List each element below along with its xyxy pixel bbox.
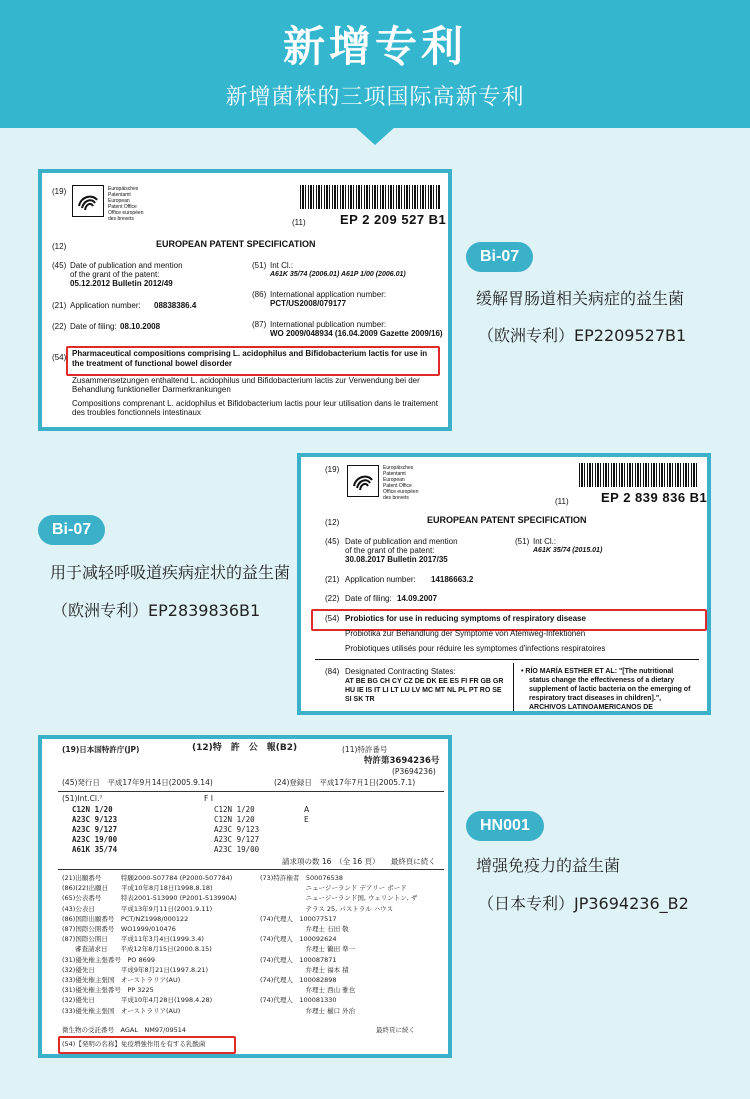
ipc-suffix-list: [304, 805, 309, 825]
office-line: European: [108, 198, 130, 204]
title-de: Zusammensetzungen enthaltend L. acidophilus und Bifidobacterium lactis zur Verwendung bei der: [72, 376, 420, 385]
field-label: Date of publication and mention: [70, 261, 183, 270]
office-name-block: [108, 186, 144, 222]
patent-card-ep2839836: [297, 453, 711, 715]
title-en: Probiotics for use in reducing symptoms of respiratory disease: [345, 614, 586, 623]
biblio-row: 弁理士 石田 敬: [260, 925, 349, 934]
inid-code: (19): [325, 465, 340, 474]
field-label: Int Cl.:: [533, 537, 557, 546]
field-value: 14186663.2: [431, 575, 474, 584]
inid-code: (45): [52, 261, 67, 270]
biblio-row: (87)国際公開番号 WO1999/010476: [62, 925, 176, 934]
field-label: International application number:: [270, 290, 387, 299]
column-divider: [513, 663, 514, 715]
barcode: [300, 185, 440, 209]
field-value: 08838386.4: [154, 301, 197, 310]
patent-number: 特許第3694236号: [364, 756, 440, 766]
inid-code: (84): [325, 667, 340, 676]
field-value: HU IE IS IT LI LT LU LV MC MT NL PL PT RO SE: [345, 687, 502, 694]
field-label: Date of filing:: [70, 322, 117, 331]
ipc-entry: C12N 1/20: [214, 805, 255, 814]
office-line: des brevets: [108, 216, 134, 222]
office-name-block: [383, 465, 419, 501]
office-name: (19)日本国特許庁(JP): [62, 745, 140, 754]
biblio-row: (86)国際出願番号 PCT/NZ1998/000122: [62, 914, 189, 923]
field-value: SI SK TR: [345, 696, 375, 703]
field-value: 14.09.2007: [397, 594, 438, 603]
title-fr: des troubles fonctionnels intestinaux: [72, 408, 201, 417]
number-label: (11)特許番号: [342, 745, 388, 754]
inid-code: (87): [252, 320, 267, 329]
inid-code: (54): [325, 614, 340, 623]
ipc-entry: A23C 9/127: [214, 835, 260, 844]
field-label: of the grant of the patent:: [70, 270, 160, 279]
biblio-row: (21)出願番号 特願2000-507784 (P2000-507784): [62, 874, 233, 882]
page-subtitle: 新增菌株的三项国际高新专利: [225, 85, 525, 110]
intcl-label: (51)Int.Cl.⁷: [62, 794, 103, 803]
reference-text: ARCHIVOS LATINOAMERICANOS DE: [529, 704, 653, 711]
ipc-left-list: [72, 805, 117, 855]
patent-number: EP 2 839 836 B1: [601, 490, 708, 505]
inid-code: (86): [252, 290, 267, 299]
biblio-row: 弁理士 樋口 外治: [260, 1006, 356, 1015]
biblio-row: (74)代理人 100082898: [260, 976, 337, 985]
epo-logo-icon: [72, 185, 104, 217]
inid-code: (12): [52, 242, 67, 251]
title-fr: Probiotiques utilisés pour réduire les symptomes d'infections respiratoires: [345, 644, 606, 653]
biblio-row: テラス 25, パストラル ハウス: [260, 904, 393, 913]
field-value: A61K 35/74 (2006.01) A61P 1/00 (2006.01): [270, 271, 406, 278]
inid-code: (45): [325, 537, 340, 546]
ipc-right-list: [214, 805, 259, 855]
field-label: of the grant of the patent:: [345, 546, 435, 555]
biblio-row: (65)公表番号 特表2001-513990 (P2001-513990A): [62, 894, 237, 903]
bibliographic-right: [260, 873, 417, 1016]
field-label: Date of publication and mention: [345, 537, 458, 546]
page-title: 新增专利: [282, 22, 467, 71]
strain-badge: HN001: [466, 811, 544, 841]
field-value: 30.08.2017 Bulletin 2017/35: [345, 555, 448, 564]
field-value: 05.12.2012 Bulletin 2012/49: [70, 279, 173, 288]
reference-text: supplement of lactic bacteria on the emerging of: [529, 686, 691, 693]
field-value: AT BE BG CH CY CZ DE DK EE ES FI FR GB GR: [345, 678, 504, 685]
reference-text: respiratory tract diseases in children].",: [529, 695, 662, 702]
header-notch: [355, 127, 395, 145]
biblio-row: ニュージーランド国, ウェリントン, ザ: [260, 894, 418, 903]
strain-badge: Bi-07: [466, 242, 533, 272]
patent-card-jp3694236: [38, 735, 452, 1058]
biblio-row: ニュージーランド デアリー ボード: [260, 884, 407, 893]
field-label: Application number:: [345, 575, 416, 584]
patent-note: （日本专利）JP3694236_B2: [478, 894, 689, 913]
office-line: Patent Office: [108, 204, 137, 210]
field-label: Designated Contracting States:: [345, 667, 456, 676]
patent-note: （欧洲专利）EP2209527B1: [478, 326, 687, 345]
office-line: Europäisches: [383, 465, 414, 471]
office-line: Office européen: [383, 489, 419, 495]
divider: [315, 659, 699, 660]
field-label: Date of filing:: [345, 594, 392, 603]
title-de: Behandlung funktioneller Darmerkrankungen: [72, 385, 231, 394]
reference-text: • RÍO MARÍA ESTHER ET AL: "[The nutritional: [521, 668, 674, 675]
biblio-row: (74)代理人 100081330: [260, 996, 337, 1005]
biblio-row: (33)優先権主張国 オーストラリア(AU): [62, 1006, 181, 1015]
ipc-entry: C12N 1/20: [214, 815, 255, 824]
patent-note: （欧洲专利）EP2839836B1: [52, 601, 261, 620]
patent-description: 增强免疫力的益生菌: [476, 856, 621, 875]
biblio-row: (43)公表日 平成13年9月11日(2001.9.11): [62, 904, 213, 913]
divider: [58, 791, 444, 792]
biblio-row: (73)特許権者 500076538: [260, 874, 344, 882]
office-line: European: [383, 477, 405, 483]
ipc-suffix: A: [304, 805, 310, 814]
inid-code: (22): [52, 322, 67, 331]
patent-description: 用于减轻呼吸道疾病症状的益生菌: [50, 563, 291, 582]
issue-date: (45)発行日 平成17年9月14日(2005.9.14): [62, 778, 213, 787]
title-de: Probiotika zur Behandlung der Symptome von Atemweg-Infektionen: [345, 629, 586, 638]
field-label: International publication number:: [270, 320, 387, 329]
patent-description: 缓解胃肠道相关病症的益生菌: [476, 289, 685, 308]
biblio-row: 審査請求日 平成12年8月15日(2000.8.15): [62, 945, 212, 954]
reference-text: status change the effectiveness of a dietary: [529, 677, 675, 684]
field-value: A61K 35/74 (2015.01): [533, 547, 603, 554]
field-label: Int Cl.:: [270, 261, 294, 270]
patent-number: EP 2 209 527 B1: [340, 212, 447, 227]
publication-kind: (12)特 許 公 報(B2): [192, 743, 298, 753]
office-line: Patentamt: [383, 471, 406, 477]
title-fr: Compositions comprenant L. acidophilus et Bifidobacterium lactis pour leur utilisation dans le traitement: [72, 399, 438, 408]
inid-code: (51): [515, 537, 530, 546]
epo-logo-icon: [347, 465, 379, 497]
ipc-entry: A23C 9/127: [72, 825, 118, 834]
inid-code: (11): [292, 218, 306, 227]
biblio-row: (33)優先権主張国 オーストラリア(AU): [62, 976, 181, 985]
biblio-row: (86)(22)出願日 平成10年8月18日(1998.8.18): [62, 884, 213, 893]
ipc-suffix: E: [304, 815, 309, 824]
office-line: des brevets: [383, 495, 409, 501]
deposit-number: 微生物の受託番号 AGAL NM97/09514: [62, 1026, 187, 1034]
patent-card-ep2209527: [38, 169, 452, 431]
inid-code: (21): [325, 575, 340, 584]
ipc-entry: C12N 1/20: [72, 805, 113, 814]
inid-code: (22): [325, 594, 340, 603]
registration-date: (24)登録日 平成17年7月1日(2005.7.1): [274, 778, 416, 787]
inid-code: (12): [325, 518, 340, 527]
inid-code: (51): [252, 261, 267, 270]
ipc-entry: A23C 9/123: [214, 825, 260, 834]
title-en: the treatment of functional bowel disorder: [72, 359, 233, 368]
claims-count: 請求項の数 16 （全 16 頁） 最終頁に続く: [282, 857, 436, 866]
inid-code: (19): [52, 187, 67, 196]
biblio-row: (74)代理人 100087871: [260, 955, 337, 964]
biblio-row: 弁理士 鶴田 準一: [260, 945, 356, 954]
barcode: [579, 463, 697, 487]
office-line: Patentamt: [108, 192, 131, 198]
continued-note: 最終頁に続く: [376, 1026, 415, 1034]
biblio-row: (74)代理人 100092624: [260, 935, 337, 944]
office-line: Europäisches: [108, 186, 139, 192]
patent-number-p: (P3694236): [392, 767, 436, 776]
ipc-entry: A61K 35/74: [72, 845, 118, 854]
biblio-row: (32)優先日 平成10年4月28日(1998.4.28): [62, 996, 213, 1005]
strain-badge: Bi-07: [38, 515, 105, 545]
field-value: 08.10.2008: [120, 322, 161, 331]
biblio-row: 弁理士 福本 積: [260, 965, 349, 974]
office-line: Patent Office: [383, 483, 412, 489]
fi-label: F I: [204, 794, 213, 803]
biblio-row: 弁理士 西山 雅也: [260, 986, 356, 995]
biblio-row: (74)代理人 100077517: [260, 914, 337, 923]
bibliographic-left: [62, 873, 237, 1016]
inid-code: (21): [52, 301, 67, 310]
ipc-entry: A23C 19/00: [214, 845, 260, 854]
field-value: WO 2009/048934 (16.04.2009 Gazette 2009/16): [270, 329, 443, 338]
biblio-row: (32)優先日 平成9年8月21日(1997.8.21): [62, 965, 209, 974]
spec-heading: EUROPEAN PATENT SPECIFICATION: [427, 515, 587, 525]
biblio-row: (87)国際公開日 平成11年3月4日(1999.3.4): [62, 935, 204, 944]
inid-code: (11): [555, 497, 569, 506]
biblio-row: (31)優先権主張番号 PO 8699: [62, 955, 155, 964]
invention-title: (54)【発明の名称】免疫増強作用を有する乳酸菌: [62, 1040, 206, 1048]
biblio-row: (31)優先権主張番号 PP 3225: [62, 986, 154, 995]
field-label: Application number:: [70, 301, 141, 310]
spec-heading: EUROPEAN PATENT SPECIFICATION: [156, 239, 316, 249]
divider: [58, 869, 444, 870]
title-en: Pharmaceutical compositions comprising L. acidophilus and Bifidobacterium lactis for use in: [72, 349, 428, 358]
ipc-entry: A23C 19/00: [72, 835, 118, 844]
field-value: PCT/US2008/079177: [270, 299, 347, 308]
office-line: Office européen: [108, 210, 144, 216]
ipc-entry: A23C 9/123: [72, 815, 118, 824]
inid-code: (54): [52, 353, 67, 362]
